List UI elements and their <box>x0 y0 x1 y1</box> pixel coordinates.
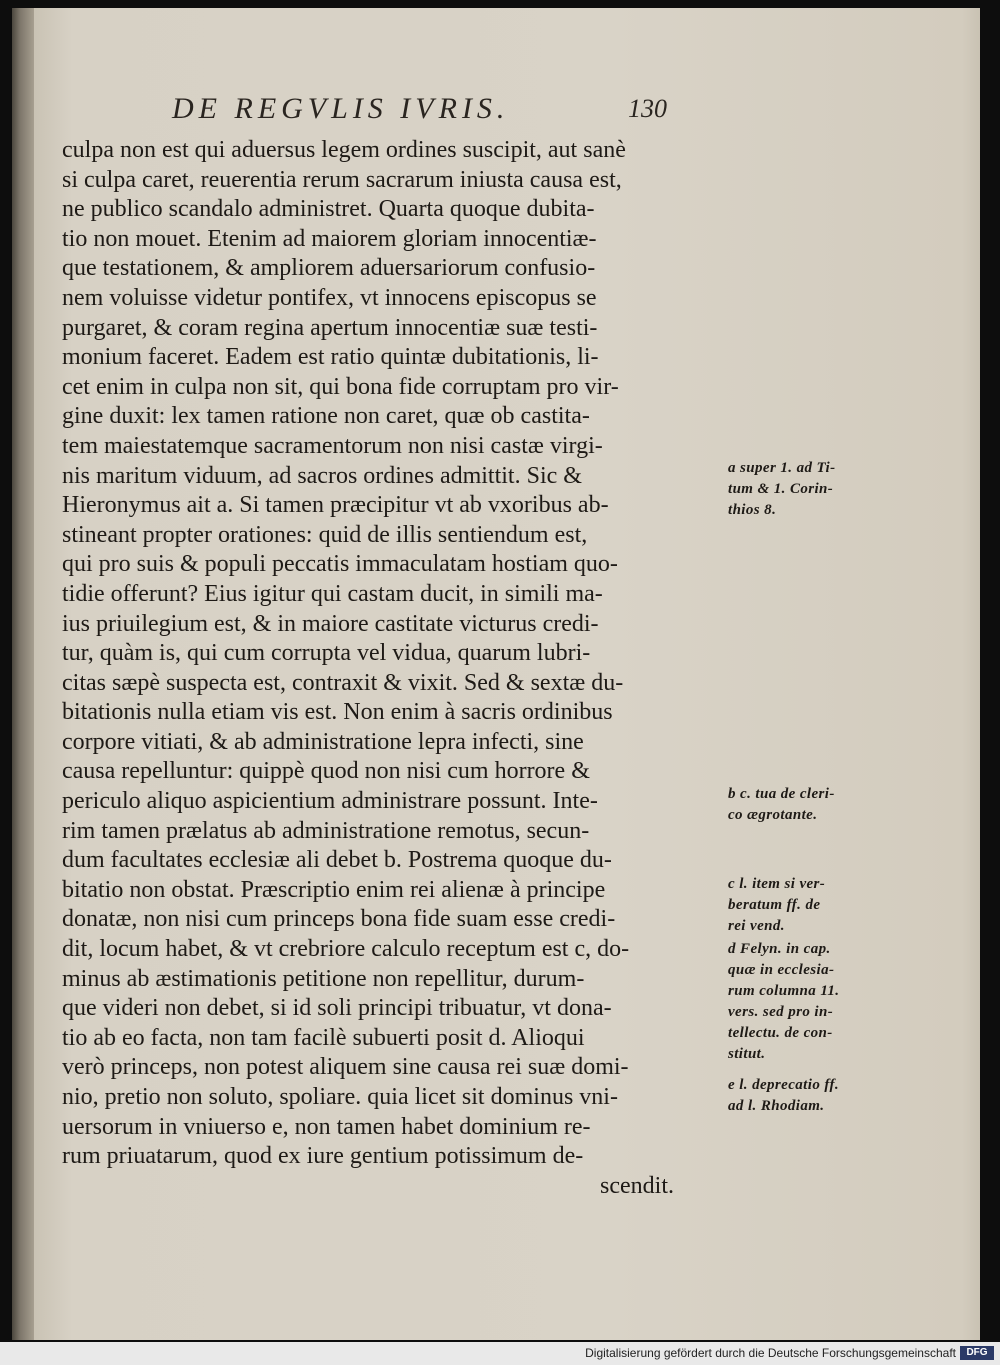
text-line: dit, locum habet, & vt crebriore calculo receptum est c, do- <box>62 936 630 963</box>
margin-note-e <box>728 1075 839 1117</box>
text-line: que testationem, & ampliorem aduersariorum confusio- <box>62 255 596 282</box>
margin-note-line: beratum ff. de <box>728 897 821 913</box>
text-line: stineant propter orationes: quid de illis sentiendum est, <box>62 521 588 548</box>
margin-note-line: b c. tua de cleri- <box>728 786 835 802</box>
margin-note-line: rum columna 11. <box>728 983 840 999</box>
margin-note-line: tellectu. de con- <box>728 1025 833 1041</box>
text-line: rum priuatarum, quod ex iure gentium potissimum de- <box>62 1143 584 1170</box>
text-line: si culpa caret, reuerentia rerum sacrarum iniusta causa est, <box>62 166 622 193</box>
text-line: tio ab eo facta, non tam facilè subuerti posit d. Alioqui <box>62 1024 585 1051</box>
main-text-block <box>62 136 840 1201</box>
running-title: DE REGVLIS IVRIS. <box>172 92 510 125</box>
margin-note-line: rei vend. <box>728 918 785 934</box>
margin-note-a <box>728 458 836 521</box>
margin-note-c <box>728 874 825 937</box>
text-line: bitatio non obstat. Præscriptio enim rei alienæ à principe <box>62 876 606 903</box>
digitization-footer <box>0 1342 1000 1365</box>
text-line: dum facultates ecclesiæ ali debet b. Postrema quoque du- <box>62 847 612 874</box>
text-line: causa repelluntur: quippè quod non nisi cum horrore & <box>62 758 590 785</box>
margin-note-line: stitut. <box>728 1046 766 1062</box>
text-line: bitationis nulla etiam vis est. Non enim à sacris ordinibus <box>62 699 613 726</box>
margin-note-line: vers. sed pro in- <box>728 1004 834 1020</box>
text-line: monium faceret. Eadem est ratio quintæ dubitationis, li- <box>62 344 599 371</box>
text-line: tio non mouet. Etenim ad maiorem gloriam innocentiæ- <box>62 225 597 252</box>
text-line: que videri non debet, si id soli principi tribuatur, vt dona- <box>62 995 612 1022</box>
margin-note-d <box>728 939 839 1065</box>
text-line: uersorum in vniuerso e, non tamen habet dominium re- <box>62 1113 591 1140</box>
book-page <box>12 8 980 1340</box>
text-line: minus ab æstimationis petitione non repellitur, durum- <box>62 965 585 992</box>
text-line: tem maiestatemque sacramentorum non nisi castæ virgi- <box>62 432 603 459</box>
text-line: qui pro suis & populi peccatis immaculatam hostiam quo- <box>62 551 618 578</box>
funding-credit: Digitalisierung gefördert durch die Deutsche Forschungsgemeinschaft <box>585 1346 956 1360</box>
text-line: ius priuilegium est, & in maiore castitate victurus credi- <box>62 610 599 637</box>
text-line: nis maritum viduum, ad sacros ordines admittit. Sic & <box>62 462 582 489</box>
page-number: 130 <box>628 94 667 123</box>
book-spine-shadow <box>12 8 34 1340</box>
margin-note-line: c l. item si ver- <box>728 876 826 892</box>
text-line: citas sæpè suspecta est, contraxit & vixit. Sed & sextæ du- <box>62 669 624 696</box>
margin-note-line: a super 1. ad Ti- <box>728 460 836 476</box>
text-line: periculo aliquo aspicientium administrare possunt. Inte- <box>62 788 598 815</box>
text-line: purgaret, & coram regina apertum innocentiæ suæ testi- <box>62 314 598 341</box>
text-line: cet enim in culpa non sit, qui bona fide corruptam pro vir- <box>62 373 619 400</box>
text-lines <box>62 136 674 1172</box>
text-line: gine duxit: lex tamen ratione non caret, quæ ob castita- <box>62 403 590 430</box>
margin-note-line: thios 8. <box>728 502 777 518</box>
text-line: ne publico scandalo administret. Quarta quoque dubita- <box>62 196 595 223</box>
margin-note-line: co ægrotante. <box>728 807 818 823</box>
dfg-logo: DFG <box>960 1346 994 1360</box>
text-line: Hieronymus ait a. Si tamen præcipitur vt ab vxoribus ab- <box>62 492 609 519</box>
text-line: rim tamen prælatus ab administratione remotus, secun- <box>62 817 590 844</box>
margin-note-line: ad l. Rhodiam. <box>728 1098 825 1114</box>
margin-note-line: quæ in ecclesia- <box>728 962 835 978</box>
text-line: corpore vitiati, & ab administratione lepra infecti, sine <box>62 728 584 755</box>
text-line: tur, quàm is, qui cum corrupta vel vidua, quarum lubri- <box>62 640 591 667</box>
text-line: culpa non est qui aduersus legem ordines suscipit, aut sanè <box>62 137 626 163</box>
margin-note-b <box>728 784 835 826</box>
margin-note-line: tum & 1. Corin- <box>728 481 834 497</box>
text-line-final: scendit. <box>600 1172 674 1199</box>
text-line: nio, pretio non soluto, spoliare. quia licet sit dominus vni- <box>62 1084 618 1110</box>
text-line: verò princeps, non potest aliquem sine causa rei suæ domi- <box>62 1054 629 1081</box>
text-line: donatæ, non nisi cum princeps bona fide suam esse credi- <box>62 906 616 933</box>
text-line: tidie offerunt? Eius igitur qui castam ducit, in simili ma- <box>62 580 603 607</box>
margin-note-line: e l. deprecatio ff. <box>728 1077 840 1093</box>
margin-note-line: d Felyn. in cap. <box>728 941 831 957</box>
text-line: nem voluisse videtur pontifex, vt innocens episcopus se <box>62 284 597 311</box>
